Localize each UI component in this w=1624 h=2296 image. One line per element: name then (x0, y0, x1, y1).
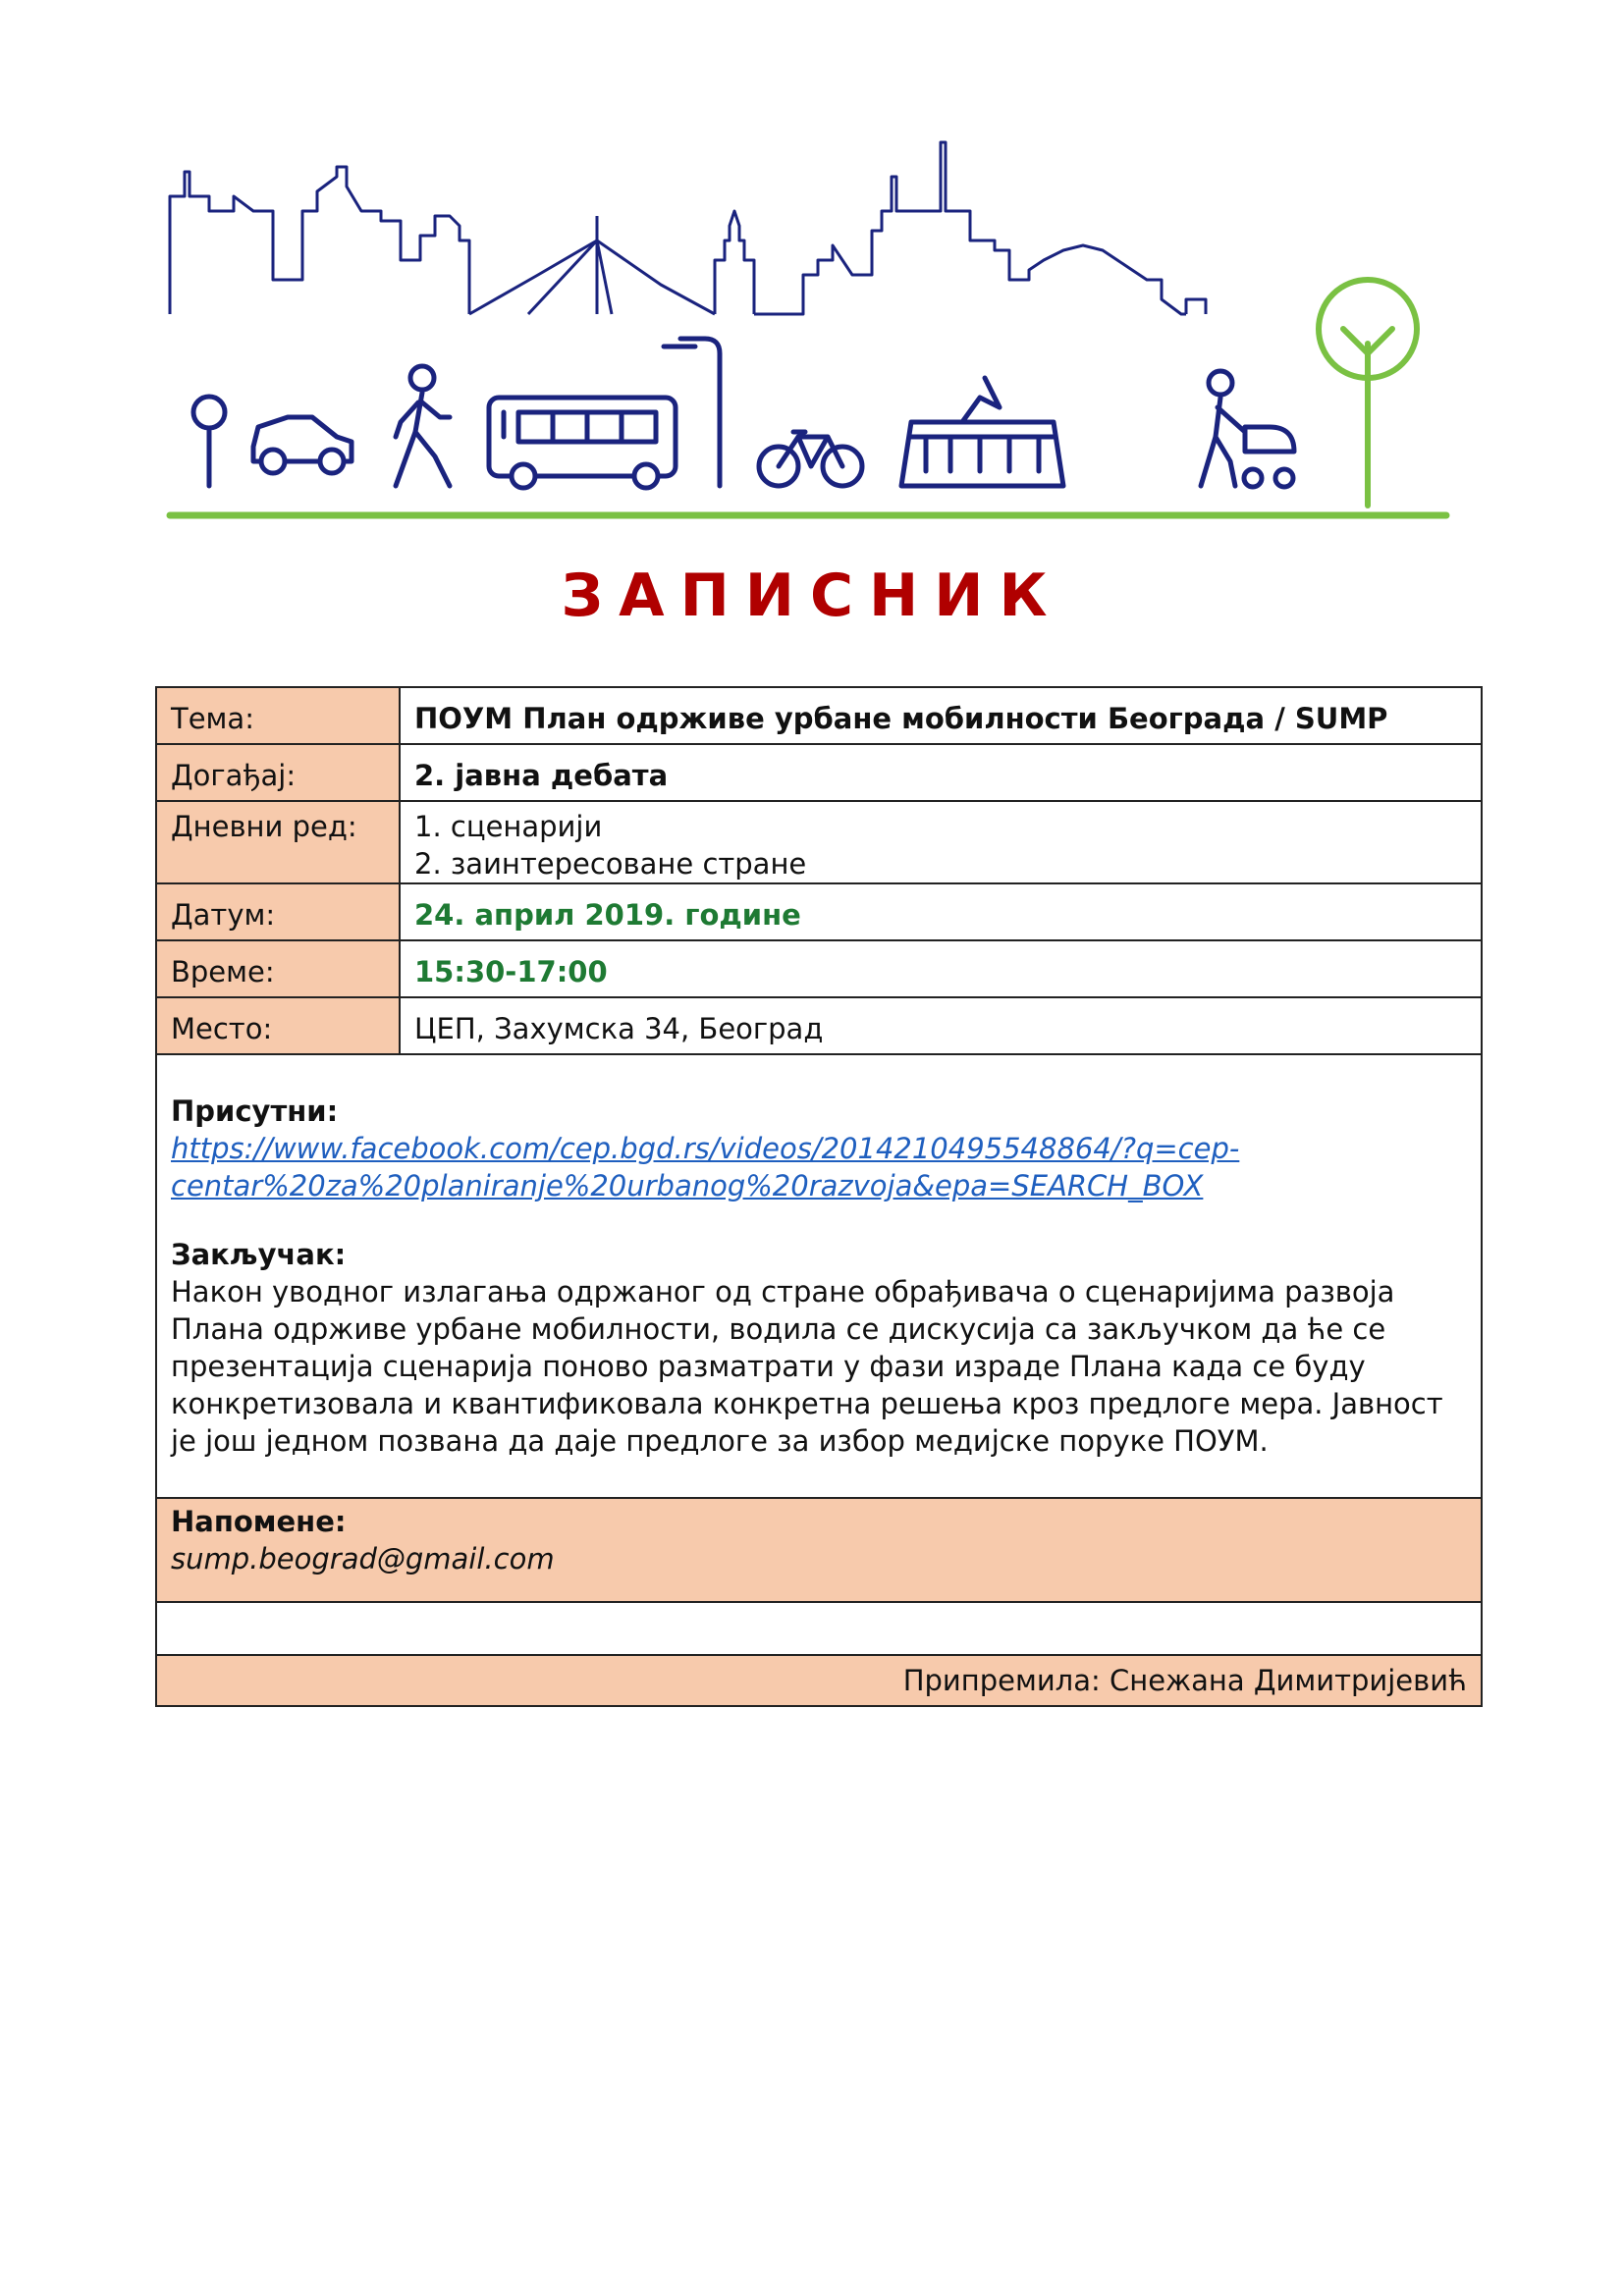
row-body (156, 1054, 1482, 1498)
notes-heading: Напомене: (171, 1505, 347, 1538)
agenda-item: 1. сценарији (414, 810, 603, 843)
link-line-1: https://www.facebook.com/cep.bgd.rs/videos/2014210495548864/?q=cep- (171, 1132, 1240, 1165)
row-date (156, 883, 1482, 940)
body-cell (156, 1054, 1482, 1498)
bicycle-icon (759, 432, 862, 486)
parent-with-stroller-icon (1201, 371, 1294, 487)
topic-value: ПОУМ План одрживе урбане мобилности Београда / SUMP (400, 687, 1482, 744)
time-label: Време: (156, 940, 400, 997)
notes-cell (156, 1498, 1482, 1602)
row-empty (156, 1602, 1482, 1655)
place-label: Место: (156, 997, 400, 1054)
agenda-value (400, 801, 1482, 883)
street-lamp-icon (664, 339, 720, 486)
transport-icons (193, 339, 1294, 488)
row-notes (156, 1498, 1482, 1602)
event-value: 2. јавна дебата (400, 744, 1482, 801)
conclusion-heading: Закључак: (171, 1238, 347, 1271)
pedestrian-icon (396, 366, 450, 486)
agenda-item: 2. заинтересоване стране (414, 847, 807, 881)
minutes-table (155, 686, 1483, 1707)
row-place (156, 997, 1482, 1054)
time-value: 15:30-17:00 (400, 940, 1482, 997)
event-label: Догађај: (156, 744, 400, 801)
empty-cell (156, 1602, 1482, 1655)
row-time (156, 940, 1482, 997)
skyline-icon (170, 142, 1206, 314)
date-value: 24. април 2019. године (400, 883, 1482, 940)
city-mobility-banner (165, 103, 1451, 525)
date-label: Датум: (156, 883, 400, 940)
row-topic (156, 687, 1482, 744)
bus-icon (489, 398, 676, 488)
document-title: ЗАПИСНИК (561, 561, 1063, 630)
bus-stop-sign-icon (193, 397, 225, 428)
notes-email: sump.beograd@gmail.com (171, 1542, 555, 1575)
attendees-video-link[interactable] (171, 1132, 1239, 1202)
place-value: ЦЕП, Захумска 34, Београд (400, 997, 1482, 1054)
attendees-heading: Присутни: (171, 1095, 339, 1128)
prepared-by: Припремила: Снежана Димитријевић (156, 1655, 1482, 1706)
topic-label: Тема: (156, 687, 400, 744)
row-prepared (156, 1655, 1482, 1706)
row-event (156, 744, 1482, 801)
tree-icon (1319, 280, 1417, 506)
agenda-label: Дневни ред: (156, 801, 400, 883)
row-agenda (156, 801, 1482, 883)
link-line-2: centar%20za%20planiranje%20urbanog%20razvoja&epa=SEARCH_BOX (171, 1169, 1204, 1202)
conclusion-text: Након уводног излагања одржаног од стране обрађивача о сценаријима развоја Плана одрживе урбане мобилности, водила се дискусија са закључком да ће се презентација сценарија поново разматрати у фази израде Плана када се буду конкретизовала и квантификовала конкретна решења кроз предлоге мера. Јавност је још једном позвана да даје предлоге за избор медијске поруке ПОУМ. (171, 1275, 1443, 1458)
tram-icon (901, 378, 1063, 486)
